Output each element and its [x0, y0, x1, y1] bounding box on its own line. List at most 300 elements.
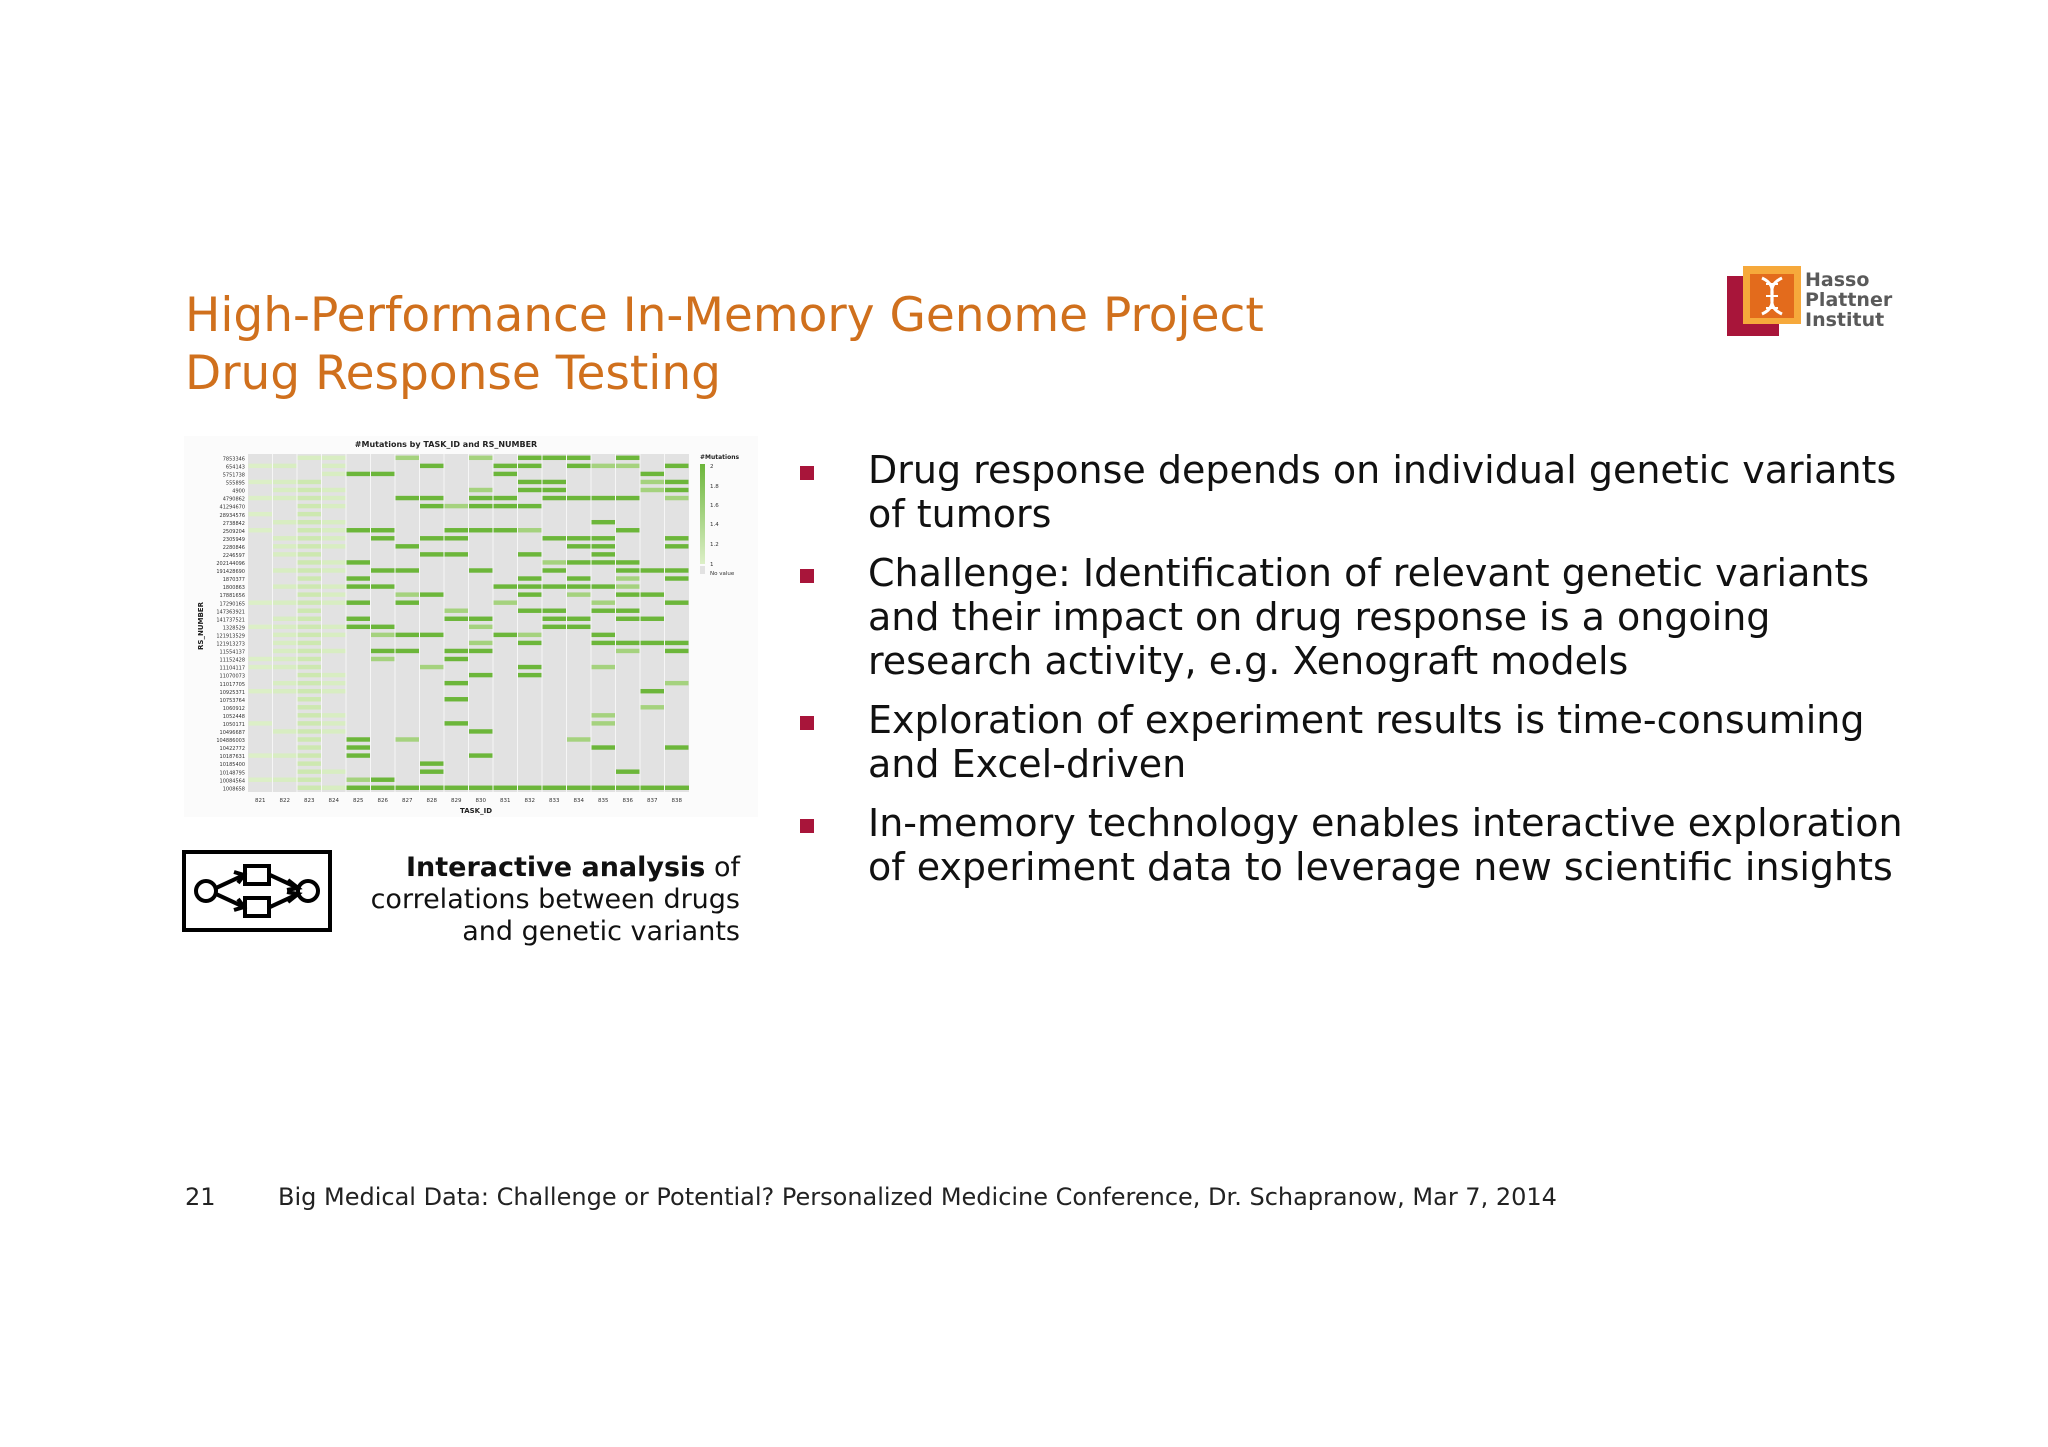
heatmap-cell: [518, 528, 542, 532]
logo-text: [1805, 270, 1892, 330]
y-tick-label: 202144096: [216, 561, 245, 568]
bullet-text: Exploration of experiment results is time-consuming and Excel-driven: [868, 698, 1865, 786]
heatmap-cell: [322, 472, 346, 476]
heatmap-cell: [322, 456, 346, 460]
figure-caption: [330, 852, 740, 948]
caption-rest: of correlations between drugs and genetic variants: [370, 852, 740, 947]
heatmap-cell: [616, 456, 640, 460]
heatmap-cell: [347, 584, 371, 588]
y-tick-label: 2305949: [222, 536, 245, 543]
heatmap-cell: [665, 464, 689, 468]
y-tick-label: 2509204: [222, 528, 245, 535]
heatmap-cell: [298, 633, 322, 637]
heatmap-cell: [420, 504, 444, 508]
heatmap-cell: [371, 584, 395, 588]
heatmap-cell: [592, 464, 616, 468]
heatmap-cell: [641, 705, 665, 709]
heatmap-cell: [616, 649, 640, 653]
heatmap-cell: [567, 544, 591, 548]
heatmap-cell: [518, 552, 542, 556]
y-tick-label: 191428690: [216, 569, 245, 576]
heatmap-cell: [518, 576, 542, 580]
heatmap-cell: [396, 737, 420, 741]
heatmap-cell: [249, 625, 273, 629]
heatmap-cell: [518, 480, 542, 484]
heatmap-cell: [298, 705, 322, 709]
heatmap-cell: [543, 584, 567, 588]
heatmap-cell: [665, 745, 689, 749]
heatmap-cell: [298, 681, 322, 685]
heatmap-cell: [298, 520, 322, 524]
heatmap-cell: [518, 584, 542, 588]
heatmap-cell: [592, 665, 616, 669]
heatmap-cell: [347, 528, 371, 532]
y-tick-label: 10187631: [219, 754, 245, 761]
dna-icon: [1754, 274, 1790, 318]
y-tick-label: 1800863: [222, 585, 245, 592]
heatmap-cell: [298, 665, 322, 669]
heatmap-cell: [494, 600, 518, 604]
heatmap-cell: [469, 673, 493, 677]
heatmap-cell: [518, 592, 542, 596]
heatmap-cell: [371, 633, 395, 637]
heatmap-cell: [567, 576, 591, 580]
heatmap-cell: [322, 689, 346, 693]
heatmap-cell: [420, 769, 444, 773]
heatmap-cell: [543, 480, 567, 484]
heatmap-cell: [273, 617, 297, 621]
y-tick-label: 2738842: [222, 520, 245, 527]
y-tick-label: 11017705: [219, 681, 245, 688]
heatmap-cell: [347, 617, 371, 621]
heatmap-cell: [641, 689, 665, 693]
heatmap-cell: [273, 568, 297, 572]
heatmap-cell: [616, 584, 640, 588]
workflow-icon: [182, 850, 332, 932]
heatmap-cell: [298, 560, 322, 564]
heatmap-cell: [518, 456, 542, 460]
x-tick-label: 825: [353, 798, 364, 804]
heatmap-cell: [518, 504, 542, 508]
y-tick-label: 10185400: [219, 762, 245, 769]
heatmap-cell: [469, 488, 493, 492]
heatmap-cell: [494, 528, 518, 532]
heatmap-cell: [396, 592, 420, 596]
heatmap-cell: [298, 657, 322, 661]
heatmap-cell: [396, 600, 420, 604]
y-tick-label: 147363921: [216, 609, 245, 616]
x-tick-label: 835: [598, 798, 609, 804]
y-tick-label: 17290165: [219, 601, 245, 608]
heatmap-cell: [273, 681, 297, 685]
y-tick-label: 2280846: [222, 544, 245, 551]
heatmap-cell: [592, 544, 616, 548]
heatmap-cell: [592, 584, 616, 588]
heatmap-cell: [347, 472, 371, 476]
legend-tick-label: 1.4: [710, 522, 719, 528]
heatmap-cell: [420, 592, 444, 596]
x-tick-label: 827: [402, 798, 413, 804]
heatmap-cell: [298, 576, 322, 580]
heatmap-cell: [445, 528, 469, 532]
heatmap-cell: [298, 512, 322, 516]
legend-color-bar: [700, 464, 705, 564]
heatmap-cell: [641, 568, 665, 572]
legend-tick-label: 1.2: [710, 542, 719, 548]
heatmap-cell: [322, 584, 346, 588]
heatmap-cell: [371, 568, 395, 572]
title-line-2: Drug Response Testing: [185, 346, 721, 401]
heatmap-cell: [273, 520, 297, 524]
heatmap-cell: [445, 697, 469, 701]
x-tick-label: 837: [647, 798, 658, 804]
heatmap-cell: [665, 536, 689, 540]
heatmap-cell: [298, 713, 322, 717]
x-tick-label: 826: [377, 798, 388, 804]
bullet-text: Challenge: Identification of relevant genetic variants and their impact on drug response is a ongoing research activity, e.g. Xenograft models: [868, 551, 1870, 683]
y-tick-label: 7853346: [222, 456, 245, 463]
heatmap-cell: [543, 496, 567, 500]
y-tick-label: 10753764: [219, 697, 245, 704]
heatmap-cell: [543, 536, 567, 540]
heatmap-cell: [347, 576, 371, 580]
y-tick-label: 10084564: [219, 778, 245, 785]
heatmap-cell: [298, 697, 322, 701]
heatmap-cell: [298, 769, 322, 773]
heatmap-cell: [469, 504, 493, 508]
heatmap-cell: [273, 778, 297, 782]
heatmap-cell: [665, 576, 689, 580]
heatmap-cell: [616, 576, 640, 580]
x-tick-label: 822: [279, 798, 290, 804]
heatmap-cell: [322, 520, 346, 524]
heatmap-cell: [665, 681, 689, 685]
heatmap-cell: [543, 568, 567, 572]
heatmap-cell: [298, 673, 322, 677]
bullet-item: [800, 801, 1910, 889]
heatmap-cell: [249, 512, 273, 516]
heatmap-cell: [322, 536, 346, 540]
heatmap-cell: [543, 617, 567, 621]
heatmap-cell: [273, 729, 297, 733]
heatmap-cell: [665, 600, 689, 604]
heatmap-cell: [445, 504, 469, 508]
heatmap-cell: [592, 745, 616, 749]
heatmap-cell: [273, 600, 297, 604]
heatmap-cell: [420, 536, 444, 540]
heatmap-cell: [273, 649, 297, 653]
heatmap-cell: [616, 609, 640, 613]
heatmap-svg: [184, 436, 758, 817]
heatmap-cell: [518, 673, 542, 677]
bullet-item: [800, 698, 1910, 786]
y-tick-label: 555895: [225, 480, 245, 487]
heatmap-cell: [347, 560, 371, 564]
y-tick-label: 1050171: [222, 722, 245, 729]
x-tick-label: 823: [304, 798, 315, 804]
heatmap-cell: [298, 625, 322, 629]
heatmap-cell: [273, 665, 297, 669]
heatmap-cell: [469, 528, 493, 532]
x-tick-label: 838: [671, 798, 682, 804]
heatmap-cell: [469, 641, 493, 645]
heatmap-cell: [592, 713, 616, 717]
heatmap-cell: [445, 552, 469, 556]
heatmap-cell: [347, 745, 371, 749]
bullet-square-icon: [800, 569, 814, 583]
y-tick-label: 1870377: [222, 577, 245, 584]
heatmap-cell: [567, 560, 591, 564]
heatmap-cell: [249, 600, 273, 604]
heatmap-cell: [298, 729, 322, 733]
y-tick-label: 11104117: [219, 665, 245, 672]
heatmap-cell: [518, 641, 542, 645]
heatmap-cell: [469, 496, 493, 500]
heatmap-cell: [298, 504, 322, 508]
legend-tick-label: 2: [710, 464, 714, 470]
heatmap-cell: [665, 480, 689, 484]
heatmap-cell: [445, 609, 469, 613]
heatmap-cell: [592, 552, 616, 556]
y-tick-label: 121913273: [216, 641, 245, 648]
heatmap-cell: [396, 456, 420, 460]
heatmap-cell: [298, 689, 322, 693]
heatmap-cell: [567, 464, 591, 468]
heatmap-cell: [322, 568, 346, 572]
heatmap-cell: [273, 552, 297, 556]
y-tick-label: 10422772: [219, 746, 245, 753]
logo-text-line-3: Institut: [1805, 309, 1885, 331]
heatmap-cell: [445, 617, 469, 621]
heatmap-cell: [592, 633, 616, 637]
chart-title: #Mutations by TASK_ID and RS_NUMBER: [354, 440, 538, 449]
heatmap-cell: [322, 633, 346, 637]
legend-tick-label: 1.8: [710, 484, 719, 490]
heatmap-cell: [665, 544, 689, 548]
heatmap-cell: [298, 641, 322, 645]
heatmap-cell: [298, 584, 322, 588]
x-tick-label: 834: [573, 798, 584, 804]
heatmap-cell: [494, 633, 518, 637]
heatmap-cell: [249, 657, 273, 661]
y-tick-label: 11070073: [219, 673, 245, 680]
heatmap-cell: [641, 592, 665, 596]
heatmap-cell: [616, 528, 640, 532]
x-tick-label: 831: [500, 798, 511, 804]
heatmap-cell: [298, 480, 322, 484]
bullet-square-icon: [800, 466, 814, 480]
y-tick-label: 4900: [232, 488, 245, 495]
heatmap-cell: [322, 544, 346, 548]
heatmap-cell: [592, 600, 616, 604]
logo-text-line-1: Hasso: [1805, 269, 1870, 291]
heatmap-cell: [420, 552, 444, 556]
y-tick-label: 11554137: [219, 649, 245, 656]
heatmap-cell: [641, 488, 665, 492]
bullet-list: [800, 448, 1910, 904]
heatmap-cell: [298, 737, 322, 741]
heatmap-cell: [420, 761, 444, 765]
heatmap-cell: [273, 584, 297, 588]
y-tick-label: 5751738: [222, 472, 245, 479]
bullet-item: [800, 551, 1910, 683]
heatmap-cell: [298, 745, 322, 749]
heatmap-cell: [273, 633, 297, 637]
heatmap-cell: [445, 657, 469, 661]
heatmap-cell: [322, 488, 346, 492]
x-tick-label: 832: [524, 798, 535, 804]
heatmap-cell: [322, 592, 346, 596]
heatmap-cell: [469, 625, 493, 629]
heatmap-cell: [298, 568, 322, 572]
heatmap-cell: [616, 568, 640, 572]
y-tick-label: 41294670: [219, 504, 245, 511]
heatmap-cell: [322, 729, 346, 733]
heatmap-cell: [567, 536, 591, 540]
y-tick-label: 104886003: [216, 738, 245, 745]
y-tick-label: 28934576: [219, 512, 245, 519]
heatmap-cell: [592, 560, 616, 564]
heatmap-cell: [347, 737, 371, 741]
heatmap-cell: [616, 769, 640, 773]
heatmap-cell: [298, 600, 322, 604]
slide-title: [185, 287, 1264, 403]
title-line-1: High-Performance In-Memory Genome Project: [185, 288, 1264, 343]
heatmap-cell: [567, 625, 591, 629]
heatmap-cell: [273, 657, 297, 661]
heatmap-cell: [322, 625, 346, 629]
legend-tick-label: 1: [710, 562, 714, 568]
heatmap-cell: [298, 649, 322, 653]
heatmap-cell: [567, 496, 591, 500]
y-tick-label: 1060912: [222, 705, 245, 712]
y-tick-label: 141737521: [216, 617, 245, 624]
heatmap-cell: [322, 496, 346, 500]
heatmap-cell: [249, 528, 273, 532]
heatmap-cell: [347, 600, 371, 604]
y-tick-label: 4790862: [222, 496, 245, 503]
heatmap-cell: [298, 496, 322, 500]
y-tick-label: 10148795: [219, 770, 245, 777]
heatmap-cell: [249, 464, 273, 468]
heatmap-cell: [616, 592, 640, 596]
logo-text-line-2: Plattner: [1805, 289, 1893, 311]
heatmap-cell: [322, 528, 346, 532]
heatmap-cell: [665, 496, 689, 500]
heatmap-cell: [469, 729, 493, 733]
heatmap-cell: [445, 649, 469, 653]
heatmap-cell: [322, 721, 346, 725]
heatmap-cell: [665, 641, 689, 645]
heatmap-cell: [249, 753, 273, 757]
heatmap-cell: [371, 657, 395, 661]
heatmap-cell: [273, 464, 297, 468]
heatmap-cell: [396, 568, 420, 572]
heatmap-cell: [298, 778, 322, 782]
heatmap-cell: [322, 681, 346, 685]
heatmap-cell: [273, 625, 297, 629]
chart-xlabel: TASK_ID: [459, 807, 493, 815]
heatmap-cell: [249, 665, 273, 669]
heatmap-cell: [298, 528, 322, 532]
heatmap-cell: [665, 649, 689, 653]
heatmap-cell: [347, 778, 371, 782]
heatmap-cell: [273, 544, 297, 548]
x-tick-label: 821: [255, 798, 266, 804]
heatmap-cell: [371, 536, 395, 540]
heatmap-cell: [347, 625, 371, 629]
heatmap-cell: [396, 496, 420, 500]
legend-tick-label: 1.6: [710, 503, 719, 509]
heatmap-cell: [543, 456, 567, 460]
heatmap-cell: [347, 753, 371, 757]
heatmap-cell: [322, 649, 346, 653]
bullet-item: [800, 448, 1910, 536]
heatmap-cell: [592, 721, 616, 725]
heatmap-cell: [322, 600, 346, 604]
heatmap-cell: [518, 665, 542, 669]
heatmap-cell: [396, 649, 420, 653]
chart-ylabel: RS_NUMBER: [197, 602, 205, 650]
legend-title: #Mutations: [700, 454, 740, 461]
heatmap-cell: [298, 761, 322, 765]
x-tick-label: 824: [328, 798, 339, 804]
y-tick-label: 17881656: [219, 593, 245, 600]
heatmap-cell: [567, 584, 591, 588]
heatmap-cell: [567, 617, 591, 621]
caption-bold: Interactive analysis: [405, 852, 706, 883]
heatmap-cell: [469, 456, 493, 460]
heatmap-cell: [273, 641, 297, 645]
heatmap-cell: [616, 464, 640, 468]
heatmap-cell: [298, 721, 322, 725]
heatmap-cell: [273, 480, 297, 484]
heatmap-cell: [469, 649, 493, 653]
y-tick-label: 654143: [225, 464, 245, 471]
heatmap-cell: [445, 536, 469, 540]
heatmap-cell: [298, 592, 322, 596]
heatmap-cell: [249, 480, 273, 484]
y-tick-label: 1052448: [222, 713, 245, 720]
heatmap-cell: [494, 584, 518, 588]
heatmap-cell: [420, 496, 444, 500]
heatmap-cell: [567, 456, 591, 460]
heatmap-cell: [322, 673, 346, 677]
y-tick-label: 1328529: [222, 625, 245, 632]
heatmap-cell: [298, 753, 322, 757]
heatmap-cell: [371, 625, 395, 629]
heatmap-cell: [494, 464, 518, 468]
heatmap-cell: [641, 472, 665, 476]
heatmap-cell: [322, 504, 346, 508]
heatmap-cell: [273, 488, 297, 492]
heatmap-cell: [469, 568, 493, 572]
heatmap-cell: [298, 609, 322, 613]
heatmap-cell: [665, 488, 689, 492]
legend-no-value-swatch: [700, 566, 705, 574]
x-tick-label: 833: [549, 798, 560, 804]
heatmap-cell: [249, 496, 273, 500]
heatmap-cell: [518, 464, 542, 468]
heatmap-cell: [298, 552, 322, 556]
heatmap-cell: [592, 536, 616, 540]
heatmap-cell: [592, 641, 616, 645]
heatmap-cell: [592, 609, 616, 613]
heatmap-cell: [567, 592, 591, 596]
heatmap-cell: [371, 472, 395, 476]
heatmap-cell: [420, 633, 444, 637]
x-tick-label: 830: [475, 798, 486, 804]
